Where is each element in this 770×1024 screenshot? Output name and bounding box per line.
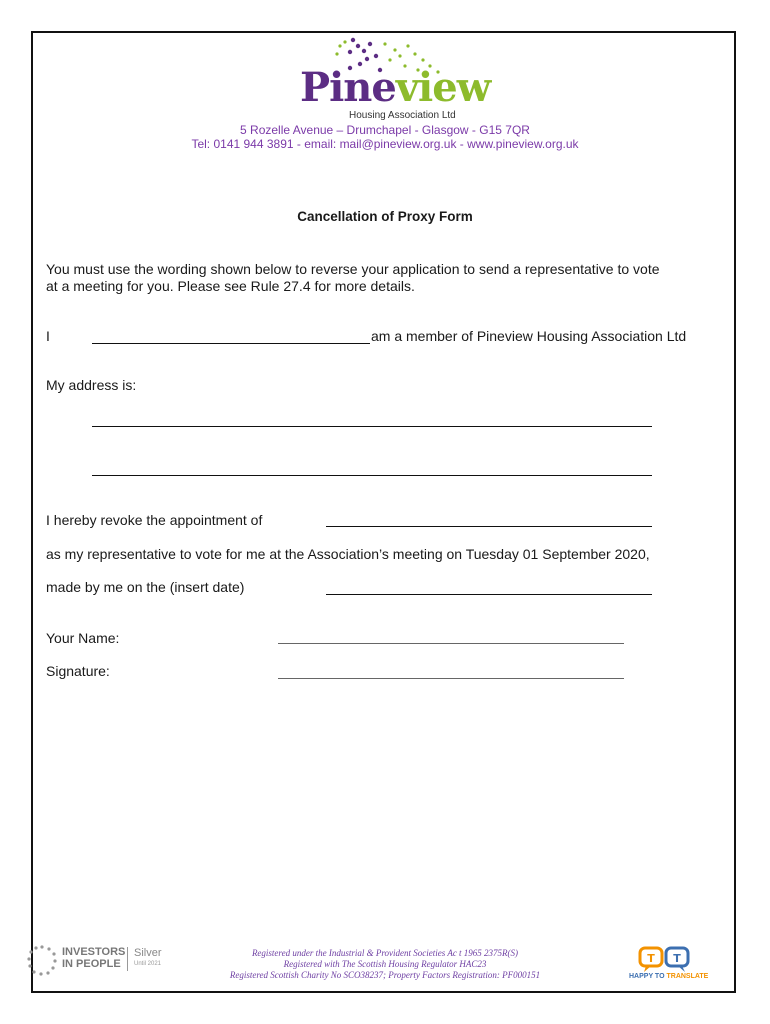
iip-level: Silver [134, 947, 162, 959]
svg-text:T: T [673, 952, 681, 965]
contact-line: Tel: 0141 944 3891 - email: mail@pineview.org.uk - www.pineview.org.uk [191, 137, 579, 151]
iip-until: Until 2021 [134, 961, 162, 967]
address-label: My address is: [46, 377, 137, 393]
insert-date-field[interactable] [326, 594, 652, 595]
your-name-field[interactable] [278, 643, 624, 644]
iip-line1: INVESTORS [62, 946, 126, 958]
speech-bubbles-icon [638, 945, 692, 973]
logo-name-part2: view [395, 64, 491, 111]
date-label: made by me on the (insert date) [46, 579, 245, 595]
revoke-label: I hereby revoke the appointment of [46, 512, 263, 528]
member-suffix: am a member of Pineview Housing Association Ltd [371, 328, 687, 344]
address-line: 5 Rozelle Avenue – Drumchapel - Glasgow - G15 7QR [240, 123, 530, 137]
appointee-field[interactable] [326, 526, 652, 527]
svg-text:T: T [647, 952, 655, 965]
registration-line-2: Registered with The Scottish Housing Regulator HAC23 [283, 959, 487, 969]
your-name-label: Your Name: [46, 630, 120, 646]
logo-subtitle: Housing Association Ltd [349, 110, 456, 121]
pineview-logo [300, 64, 490, 112]
intro-line-1: You must use the wording shown below to reverse your application to send a representative to vote [46, 261, 660, 277]
htt-part1: HAPPY TO [629, 973, 667, 980]
member-prefix: I [46, 328, 50, 344]
representative-text: as my representative to vote for me at the Association’s meeting on Tuesday 01 September 2020, [46, 546, 650, 562]
address-line1-field[interactable] [92, 426, 652, 427]
signature-field[interactable] [278, 678, 624, 679]
registration-line-3: Registered Scottish Charity No SCO38237; Property Factors Registration: PF000151 [229, 970, 541, 980]
htt-part2: TRANSLATE [666, 973, 709, 980]
iip-line2: IN PEOPLE [62, 958, 121, 970]
registration-line-1: Registered under the Industrial & Provident Societies Ac t 1965 2375R(S) [251, 948, 519, 958]
member-name-field[interactable] [92, 343, 370, 344]
happy-to-translate-label [629, 973, 708, 980]
address-line2-field[interactable] [92, 475, 652, 476]
intro-line-2: at a meeting for you. Please see Rule 27.4 for more details. [46, 278, 415, 294]
logo-name-part1: Pine [300, 64, 396, 111]
form-title: Cancellation of Proxy Form [297, 209, 473, 224]
signature-label: Signature: [46, 663, 110, 679]
